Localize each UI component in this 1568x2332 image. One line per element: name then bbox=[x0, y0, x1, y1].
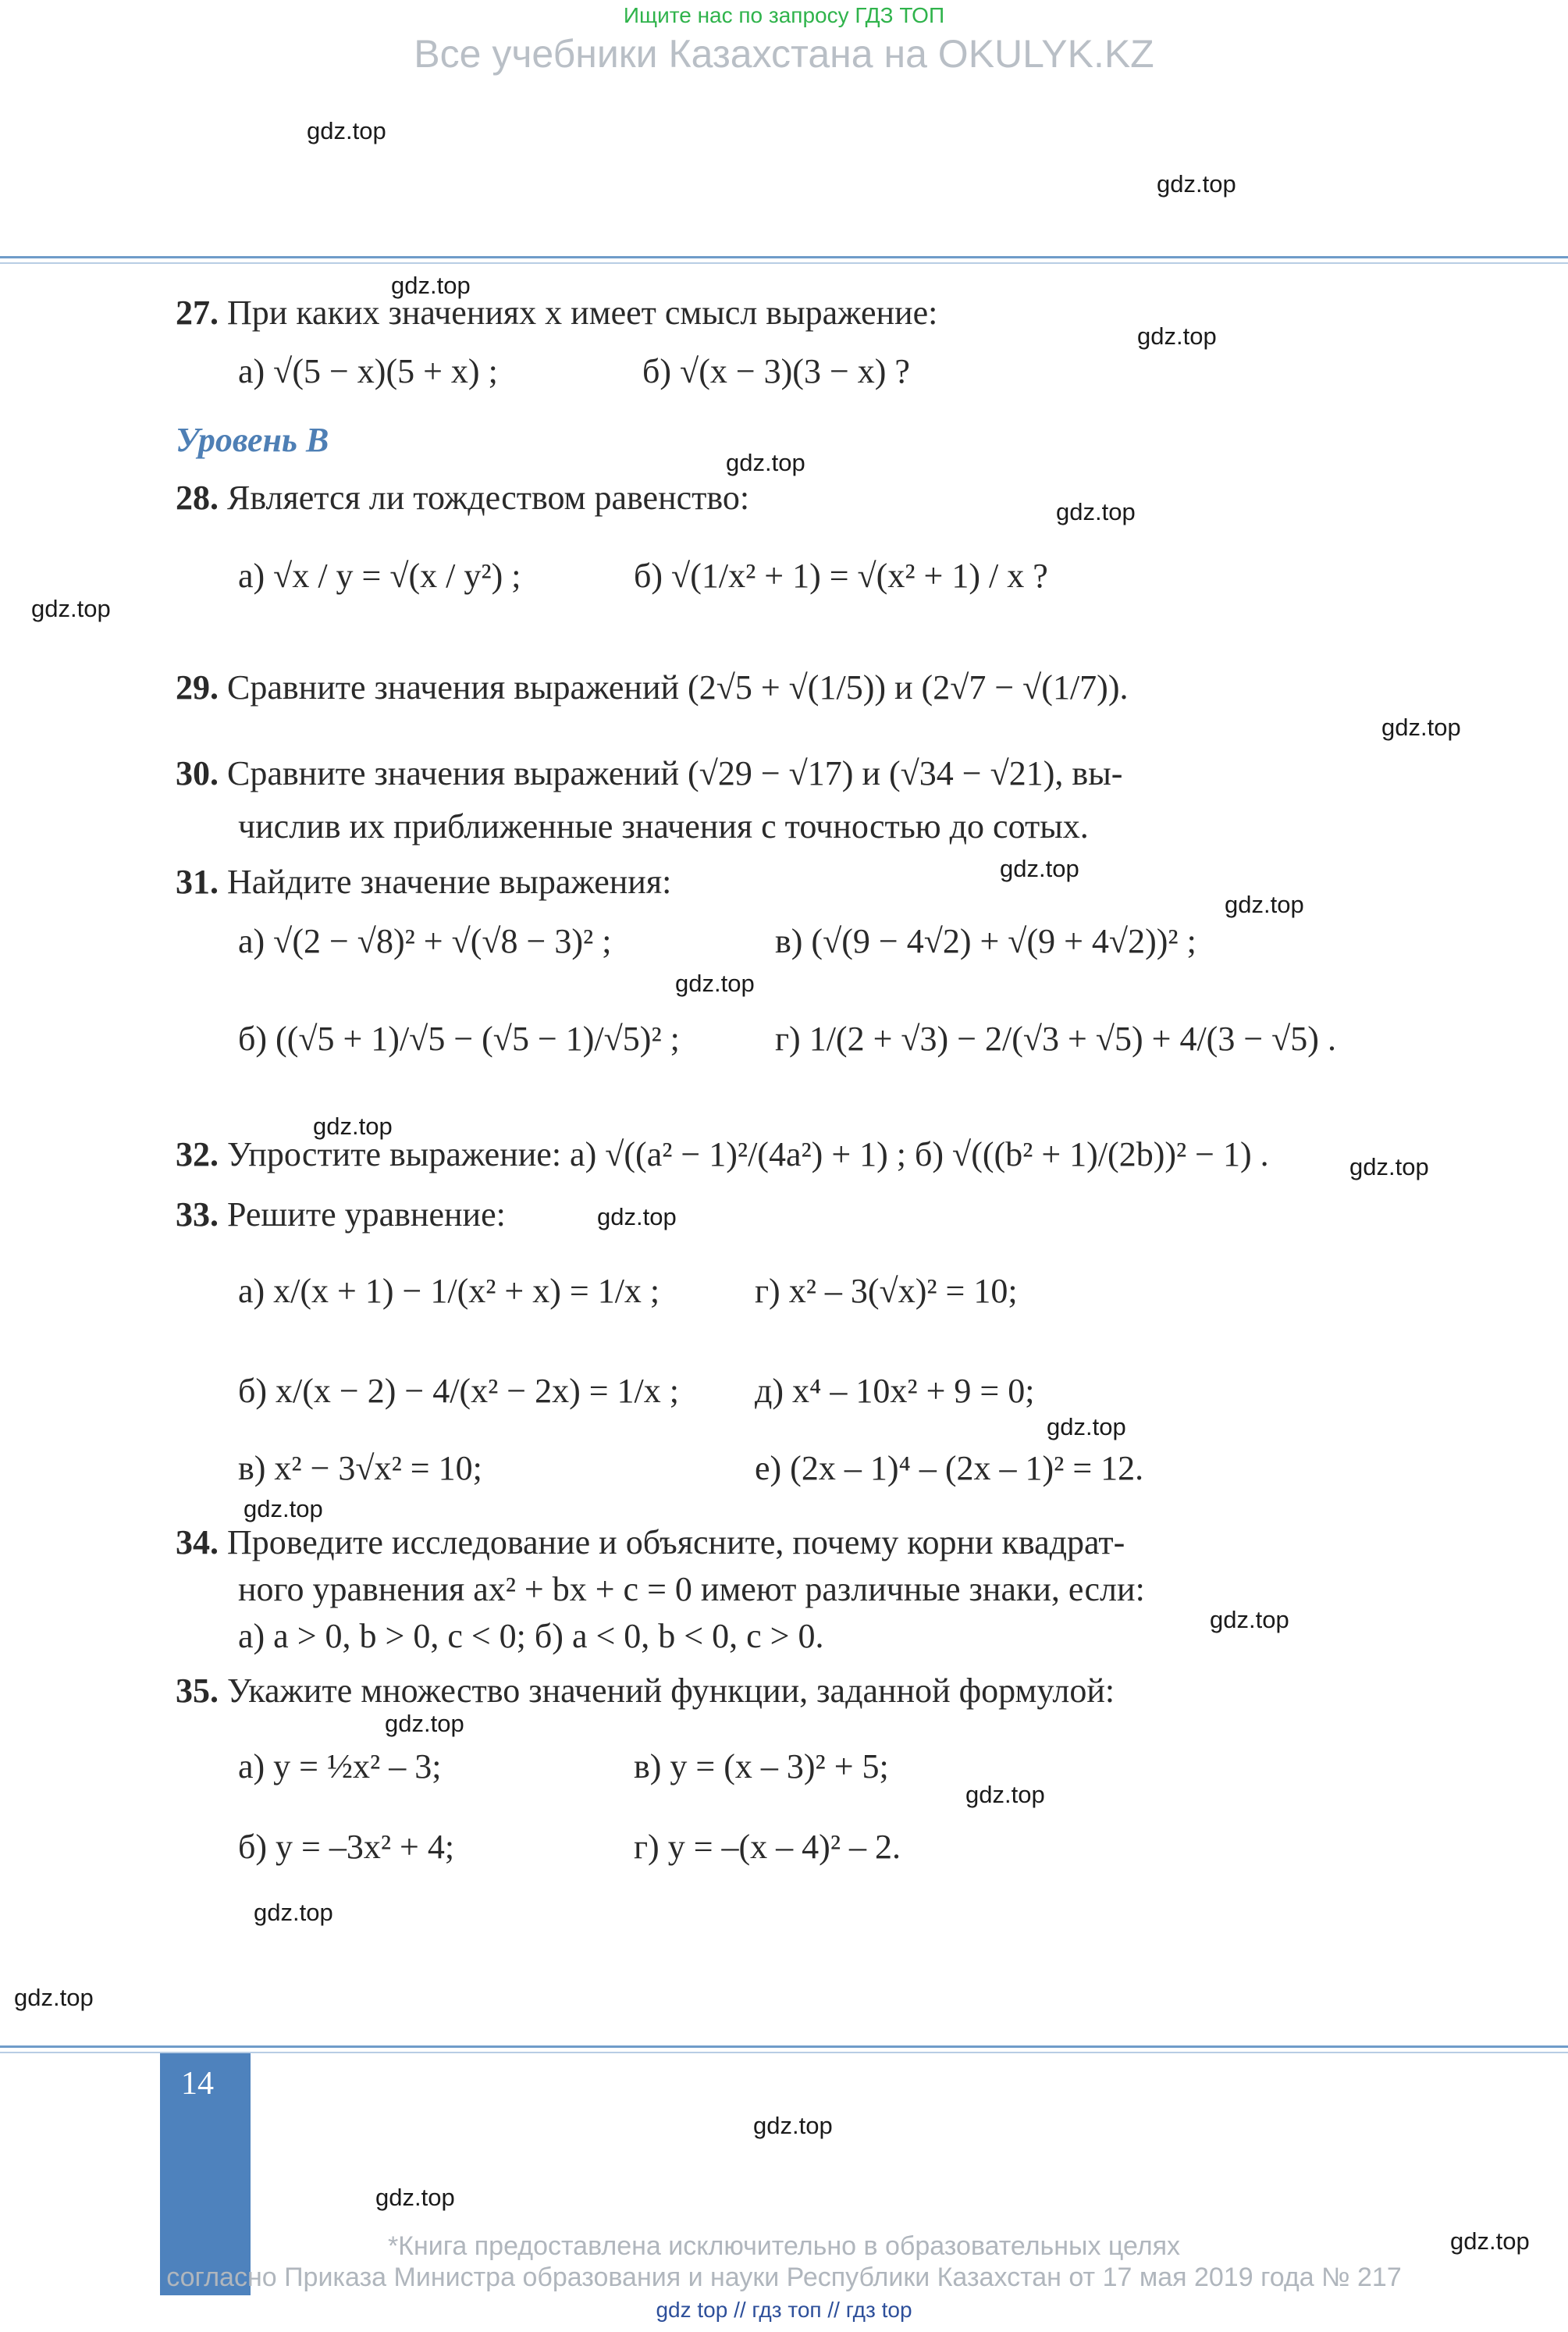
exercise-31-text: 31. Найдите значение выражения: bbox=[176, 863, 672, 901]
exercise-31-g: г) 1/(2 + √3) − 2/(√3 + √5) + 4/(3 − √5) . bbox=[775, 1020, 1336, 1058]
watermark: gdz.top bbox=[1157, 170, 1236, 198]
page-number: 14 bbox=[181, 2066, 214, 2102]
exercise-35-text: 35. Укажите множество значений функции, заданной формулой: bbox=[176, 1672, 1115, 1710]
exercise-33-d: д) x⁴ – 10x² + 9 = 0; bbox=[755, 1372, 1035, 1410]
exercise-number: 35. bbox=[176, 1672, 219, 1710]
exercise-33-text: 33. Решите уравнение: bbox=[176, 1195, 506, 1234]
exercise-31-a: а) √(2 − √8)² + √(√8 − 3)² ; bbox=[238, 922, 612, 960]
exercise-28-b: б) √(1/x² + 1) = √(x² + 1) / x ? bbox=[634, 557, 1048, 595]
watermark: gdz.top bbox=[385, 1710, 464, 1737]
exercise-35-g: г) y = –(x – 4)² – 2. bbox=[634, 1828, 901, 1866]
exercise-28-a: а) √x / y = √(x / y²) ; bbox=[238, 557, 521, 595]
exercise-32-text: 32. Упростите выражение: а) √((a² − 1)²/(4a²) + 1) ; б) √(((b² + 1)/(2b))² − 1) . bbox=[176, 1135, 1269, 1173]
exercise-number: 30. bbox=[176, 754, 219, 792]
watermark: gdz.top bbox=[391, 272, 471, 299]
top-rule bbox=[0, 256, 1568, 258]
watermark: gdz.top bbox=[31, 595, 111, 622]
banner-site-title[interactable]: Все учебники Казахстана на OKULYK.KZ bbox=[414, 32, 1154, 76]
watermark: gdz.top bbox=[1349, 1153, 1429, 1180]
watermark: gdz.top bbox=[313, 1113, 393, 1140]
exercise-29-text: 29. Сравните значения выражений (2√5 + √(1/5)) и (2√7 − √(1/7)). bbox=[176, 668, 1129, 707]
watermark: gdz.top bbox=[1381, 714, 1461, 741]
watermark: gdz.top bbox=[1056, 498, 1136, 525]
watermark: gdz.top bbox=[1000, 855, 1079, 882]
watermark: gdz.top bbox=[1225, 891, 1304, 918]
watermark: gdz.top bbox=[675, 970, 755, 997]
exercise-34-line2: ного уравнения ax² + bx + c = 0 имеют различные знаки, если: bbox=[238, 1570, 1145, 1608]
exercise-35-a: а) y = ½x² – 3; bbox=[238, 1747, 442, 1785]
exercise-33-g: г) x² – 3(√x)² = 10; bbox=[755, 1272, 1018, 1310]
exercise-27-a: а) √(5 − x)(5 + x) ; bbox=[238, 352, 498, 390]
watermark: gdz.top bbox=[726, 449, 805, 476]
exercise-number: 28. bbox=[176, 479, 219, 517]
watermark: gdz.top bbox=[244, 1495, 323, 1522]
exercise-34-line3: а) a > 0, b > 0, c < 0; б) a < 0, b < 0, c > 0. bbox=[238, 1617, 824, 1655]
exercise-33-b: б) x/(x − 2) − 4/(x² − 2x) = 1/x ; bbox=[238, 1372, 679, 1410]
exercise-number: 34. bbox=[176, 1523, 219, 1561]
exercise-number: 32. bbox=[176, 1135, 219, 1173]
exercise-28-text: 28. Является ли тождеством равенство: bbox=[176, 479, 750, 517]
watermark: gdz.top bbox=[375, 2184, 455, 2211]
level-heading: Уровень B bbox=[176, 421, 329, 459]
watermark: gdz.top bbox=[965, 1781, 1045, 1808]
watermark: gdz.top bbox=[1450, 2227, 1530, 2255]
exercise-35-v: в) y = (x – 3)² + 5; bbox=[634, 1747, 889, 1785]
footer-note-2: согласно Приказа Министра образования и науки Республики Казахстан от 17 мая 2019 года № 217 bbox=[166, 2263, 1402, 2292]
watermark: gdz.top bbox=[597, 1203, 677, 1230]
exercise-number: 27. bbox=[176, 294, 219, 332]
exercise-number: 31. bbox=[176, 863, 219, 901]
exercise-30-line2: числив их приближенные значения с точностью до сотых. bbox=[238, 807, 1089, 846]
exercise-number: 29. bbox=[176, 668, 219, 707]
exercise-30-line1: 30. Сравните значения выражений (√29 − √17) и (√34 − √21), вы- bbox=[176, 754, 1123, 792]
watermark: gdz.top bbox=[753, 2112, 833, 2139]
watermark: gdz.top bbox=[1210, 1606, 1289, 1633]
top-rule-thin bbox=[0, 262, 1568, 264]
watermark: gdz.top bbox=[1137, 322, 1217, 350]
footer-links[interactable]: gdz top // гдз топ // гдз top bbox=[656, 2298, 912, 2322]
watermark: gdz.top bbox=[14, 1984, 94, 2011]
watermark: gdz.top bbox=[307, 117, 386, 144]
exercise-33-a: а) x/(x + 1) − 1/(x² + x) = 1/x ; bbox=[238, 1272, 660, 1310]
exercise-33-e: е) (2x – 1)⁴ – (2x – 1)² = 12. bbox=[755, 1449, 1144, 1487]
banner-search-hint: Ищите нас по запросу ГДЗ ТОП bbox=[623, 3, 945, 27]
footer-note-1: *Книга предоставлена исключительно в образовательных целях bbox=[387, 2231, 1181, 2261]
exercise-31-v: в) (√(9 − 4√2) + √(9 + 4√2))² ; bbox=[775, 922, 1196, 960]
exercise-34-line1: 34. Проведите исследование и объясните, почему корни квадрат- bbox=[176, 1523, 1125, 1561]
exercise-27-text: 27. При каких значениях x имеет смысл выражение: bbox=[176, 294, 938, 332]
watermark: gdz.top bbox=[254, 1899, 333, 1926]
exercise-31-b: б) ((√5 + 1)/√5 − (√5 − 1)/√5)² ; bbox=[238, 1020, 680, 1058]
bottom-rule bbox=[0, 2045, 1568, 2048]
exercise-35-b: б) y = –3x² + 4; bbox=[238, 1828, 455, 1866]
exercise-33-v: в) x² − 3√x² = 10; bbox=[238, 1449, 482, 1487]
exercise-number: 33. bbox=[176, 1195, 219, 1234]
exercise-27-b: б) √(x − 3)(3 − x) ? bbox=[642, 352, 910, 390]
watermark: gdz.top bbox=[1047, 1413, 1126, 1440]
